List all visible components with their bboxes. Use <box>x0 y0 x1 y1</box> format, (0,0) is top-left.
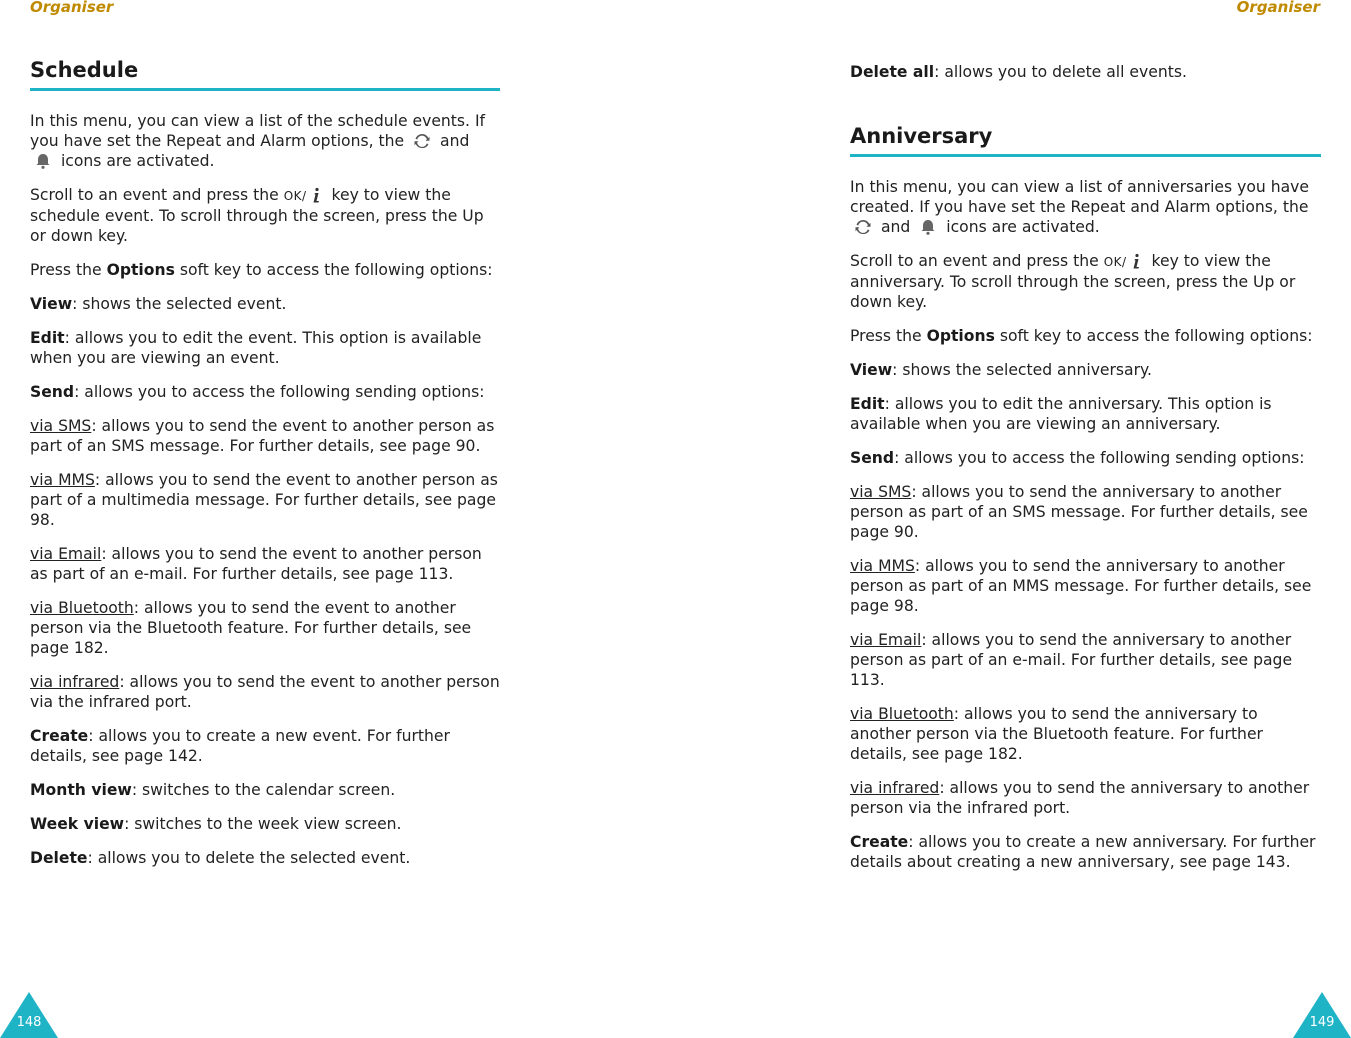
item-term: via Email <box>30 545 102 563</box>
section-title-schedule: Schedule <box>30 58 139 82</box>
list-item <box>850 556 1321 616</box>
list-item <box>850 778 1321 818</box>
list-item <box>30 544 500 584</box>
list-item <box>30 780 500 800</box>
intro-paragraph: In this menu, you can view a list of anniversaries you have created. If you have set the Repeat and Alarm options, the and icons are activated. <box>850 178 1309 236</box>
press-options-paragraph: Press the Options soft key to access the following options: <box>30 261 493 279</box>
item-text: : shows the selected anniversary. <box>892 361 1152 379</box>
item-text: : allows you to edit the anniversary. This option is available when you are viewing an anniversary. <box>850 395 1272 433</box>
item-text: : allows you to send the anniversary to another person as part of an SMS message. For further details, see page 90. <box>850 483 1308 541</box>
item-text: : allows you to send the anniversary to another person via the Bluetooth feature. For further details, see page 182. <box>850 705 1263 763</box>
list-item <box>30 598 500 658</box>
options-list <box>30 294 500 402</box>
running-header-right: Organiser <box>1236 0 1320 16</box>
repeat-icon <box>854 218 872 236</box>
item-term: Create <box>850 833 909 851</box>
send-options-list <box>30 416 500 712</box>
item-text: : allows you to send the event to another person via the Bluetooth feature. For further details, see page 182. <box>30 599 472 657</box>
item-term: via SMS <box>30 417 92 435</box>
item-term: via MMS <box>850 557 915 575</box>
list-item <box>850 832 1321 872</box>
item-term: via Email <box>850 631 922 649</box>
item-text: : allows you to access the following sending options: <box>74 383 485 401</box>
list-item <box>850 482 1321 542</box>
options-list <box>850 360 1321 468</box>
list-item <box>850 448 1321 468</box>
send-options-list <box>850 482 1321 818</box>
item-term: Edit <box>850 395 885 413</box>
item-text: : allows you to send the anniversary to another person via the infrared port. <box>850 779 1310 817</box>
list-item <box>30 672 500 712</box>
alarm-icon <box>34 152 52 170</box>
item-text: : allows you to send the event to another person as part of an SMS message. For further details, see page 90. <box>30 417 495 455</box>
item-term: via infrared <box>850 779 940 797</box>
item-term: via MMS <box>30 471 95 489</box>
alarm-icon <box>919 218 937 236</box>
list-item <box>850 630 1321 690</box>
item-term: Send <box>850 449 895 467</box>
left-page <box>30 0 500 882</box>
list-item <box>30 382 500 402</box>
item-text: : allows you to send the anniversary to another person as part of an MMS message. For further details, see page 98. <box>850 557 1312 615</box>
list-item <box>30 814 500 834</box>
info-key-icon <box>1127 252 1145 270</box>
item-term: via Bluetooth <box>30 599 134 617</box>
options-list-continued <box>850 832 1321 872</box>
press-options-paragraph: Press the Options soft key to access the following options: <box>850 327 1313 345</box>
item-text: : allows you to access the following sending options: <box>894 449 1305 467</box>
item-term: View <box>850 361 893 379</box>
list-item <box>30 328 500 368</box>
item-term: Create <box>30 727 89 745</box>
list-item <box>30 294 500 314</box>
scroll-paragraph: Scroll to an event and press the OK/ key to view the schedule event. To scroll through the screen, press the Up or down key. <box>30 186 484 245</box>
item-term: Week view <box>30 815 125 833</box>
list-item <box>30 470 500 530</box>
item-text: : allows you to send the event to another person via the infrared port. <box>30 673 500 711</box>
running-header-left: Organiser <box>30 0 114 16</box>
page-number-left: 148 <box>16 1015 42 1030</box>
item-text: : allows you to delete the selected event. <box>87 849 411 867</box>
item-term: View <box>30 295 73 313</box>
options-list-continued <box>30 726 500 868</box>
list-item: Delete all: allows you to delete all events. <box>850 63 1187 81</box>
item-text: : allows you to send the event to another person as part of an e-mail. For further details, see page 113. <box>30 545 482 583</box>
scroll-paragraph: Scroll to an event and press the OK/ key to view the anniversary. To scroll through the screen, press the Up or down key. <box>850 252 1296 311</box>
list-item <box>850 704 1321 764</box>
list-item <box>850 360 1321 380</box>
item-text: : allows you to edit the event. This option is available when you are viewing an event. <box>30 329 482 367</box>
item-text: : switches to the week view screen. <box>124 815 402 833</box>
list-item <box>30 416 500 456</box>
item-term: via infrared <box>30 673 120 691</box>
item-term: Edit <box>30 329 65 347</box>
right-page <box>850 0 1321 886</box>
item-term: via SMS <box>850 483 912 501</box>
item-text: : allows you to send the event to another person as part of a multimedia message. For further details, see page 98. <box>30 471 498 529</box>
item-text: : shows the selected event. <box>72 295 287 313</box>
item-text: : switches to the calendar screen. <box>131 781 396 799</box>
item-term: via Bluetooth <box>850 705 954 723</box>
item-term: Month view <box>30 781 132 799</box>
item-text: : allows you to create a new event. For further details, see page 142. <box>30 727 450 765</box>
intro-paragraph: In this menu, you can view a list of the schedule events. If you have set the Repeat and Alarm options, the and icons are activated. <box>30 112 486 170</box>
repeat-icon <box>413 132 431 150</box>
item-term: Delete <box>30 849 88 867</box>
item-term: Send <box>30 383 75 401</box>
item-text: : allows you to send the anniversary to another person as part of an e-mail. For further details, see page 113. <box>850 631 1293 689</box>
ok-key-label: OK/ <box>283 189 307 203</box>
section-title-anniversary: Anniversary <box>850 124 993 148</box>
list-item <box>30 726 500 766</box>
info-key-icon <box>307 186 325 204</box>
item-text: : allows you to create a new anniversary. For further details about creating a new anniversary, see page 143. <box>850 833 1316 871</box>
list-item <box>850 394 1321 434</box>
ok-key-label: OK/ <box>1103 255 1127 269</box>
page-number-right: 149 <box>1309 1015 1335 1030</box>
list-item <box>30 848 500 868</box>
